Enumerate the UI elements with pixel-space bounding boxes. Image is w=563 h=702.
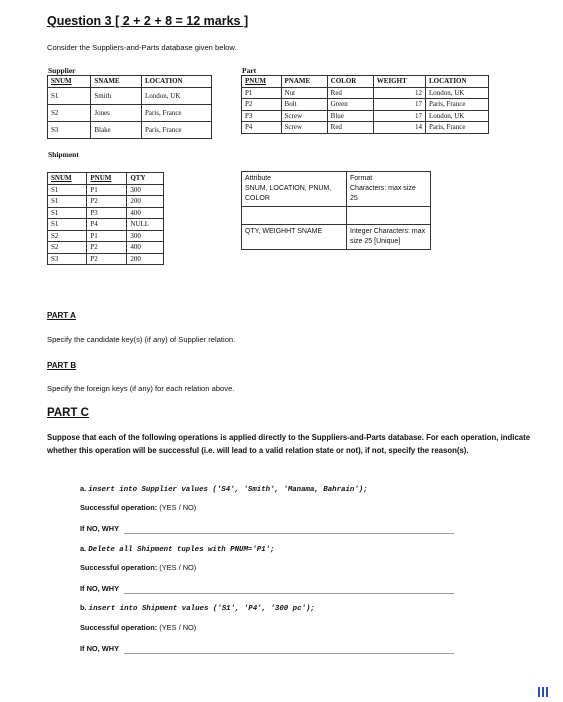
- success-label: Successful operation:: [80, 503, 158, 512]
- bar: [546, 687, 548, 697]
- cell: London, UK: [425, 87, 488, 99]
- supplier-col-sname: SNAME: [91, 76, 142, 88]
- cell: P2: [87, 196, 127, 208]
- cell: 17: [373, 110, 425, 122]
- success-line-2: [80, 563, 196, 572]
- cell: [347, 172, 431, 207]
- table-row: [48, 242, 164, 254]
- part-c-text: Suppose that each of the following operations is applied directly to the Suppliers-and-Parts database. For each operation, indicate whether this operation will be successful (i.e. will lead to a valid relation state or not), if not, specify the reason(s).: [47, 433, 531, 455]
- shipment-col-qty: QTY: [127, 173, 164, 185]
- table-row: [242, 172, 431, 207]
- success-options: (YES / NO): [159, 503, 197, 512]
- shipment-table: [47, 172, 164, 265]
- cell: London, UK: [141, 87, 211, 104]
- vertical-bars-icon[interactable]: [538, 684, 550, 702]
- cell: London, UK: [425, 110, 488, 122]
- table-row: [48, 253, 164, 265]
- cell: P3: [242, 110, 282, 122]
- cell: Paris, France: [141, 104, 211, 121]
- cell: S2: [48, 242, 87, 254]
- cell: [242, 207, 347, 225]
- format-value-2: Integer Characters: max size 25 [Unique]: [347, 225, 431, 250]
- supplier-header-row: [48, 76, 212, 88]
- cell: S2: [48, 230, 87, 242]
- supplier-col-snum: SNUM: [48, 76, 91, 88]
- answer-line[interactable]: [124, 653, 454, 654]
- cell: Screw: [281, 110, 327, 122]
- operation-statement: insert into Shipment values ('S1', 'P4', '300 pc');: [88, 605, 315, 613]
- cell: P2: [87, 242, 127, 254]
- format-header-attribute: Attribute: [245, 175, 272, 182]
- part-b-heading: PART B: [47, 361, 77, 370]
- cell: P2: [87, 253, 127, 265]
- cell: Blake: [91, 121, 142, 138]
- bar: [538, 687, 540, 697]
- table-row: [242, 110, 489, 122]
- cell: Paris, France: [141, 121, 211, 138]
- cell: 14: [373, 122, 425, 134]
- operation-2: [80, 544, 275, 554]
- operation-statement: insert into Supplier values ('S4', 'Smith', 'Manama, Bahrain');: [88, 486, 368, 494]
- cell: Paris, France: [425, 99, 488, 111]
- cell: Smith: [91, 87, 142, 104]
- cell: Red: [327, 87, 373, 99]
- table-row: [242, 122, 489, 134]
- cell: Bolt: [281, 99, 327, 111]
- cell: 12: [373, 87, 425, 99]
- part-col-location: LOCATION: [425, 76, 488, 88]
- cell: P1: [87, 184, 127, 196]
- cell: [242, 172, 347, 207]
- cell: 200: [127, 196, 164, 208]
- format-header-format: Format: [350, 175, 373, 182]
- part-col-weight: WEIGHT: [373, 76, 425, 88]
- why-label-3: If NO, WHY: [80, 644, 120, 653]
- table-row: [242, 207, 431, 225]
- operation-1: [80, 484, 368, 494]
- operation-3: [80, 603, 315, 613]
- cell: S2: [48, 104, 91, 121]
- shipment-col-pnum: PNUM: [87, 173, 127, 185]
- cell: 400: [127, 242, 164, 254]
- why-label-2: If NO, WHY: [80, 584, 120, 593]
- operation-statement: Delete all Shipment tuples with PNUM='P1';: [88, 546, 275, 554]
- cell: S1: [48, 207, 87, 219]
- success-label: Successful operation:: [80, 623, 158, 632]
- table-row: [48, 230, 164, 242]
- cell: Red: [327, 122, 373, 134]
- cell: P1: [87, 230, 127, 242]
- table-row: [242, 225, 431, 250]
- format-attr-2: QTY, WEIGHHT SNAME: [242, 225, 347, 250]
- table-row: [48, 184, 164, 196]
- cell: Jones: [91, 104, 142, 121]
- cell: Blue: [327, 110, 373, 122]
- cell: Screw: [281, 122, 327, 134]
- shipment-header-row: [48, 173, 164, 185]
- part-table: [241, 75, 489, 134]
- cell: S1: [48, 196, 87, 208]
- success-line-1: [80, 503, 196, 512]
- cell: Green: [327, 99, 373, 111]
- table-row: [242, 87, 489, 99]
- why-label-1: If NO, WHY: [80, 524, 120, 533]
- operation-marker: b.: [80, 603, 87, 612]
- answer-line[interactable]: [124, 533, 454, 534]
- cell: 17: [373, 99, 425, 111]
- cell: S3: [48, 253, 87, 265]
- cell: NULL: [127, 219, 164, 231]
- format-value-1: Characters: max size 25: [350, 185, 416, 202]
- table-row: [48, 104, 212, 121]
- supplier-table: [47, 75, 212, 139]
- cell: S1: [48, 184, 87, 196]
- cell: P3: [87, 207, 127, 219]
- part-col-pnum: PNUM: [242, 76, 282, 88]
- cell: Nut: [281, 87, 327, 99]
- answer-line[interactable]: [124, 593, 454, 594]
- supplier-col-location: LOCATION: [141, 76, 211, 88]
- part-col-pname: PNAME: [281, 76, 327, 88]
- shipment-label: Shipment: [48, 150, 79, 159]
- question-title: Question 3 [ 2 + 2 + 8 = 12 marks ]: [47, 14, 249, 28]
- cell: S1: [48, 219, 87, 231]
- cell: [347, 207, 431, 225]
- success-options: (YES / NO): [159, 563, 197, 572]
- cell: 300: [127, 230, 164, 242]
- part-a-heading: PART A: [47, 311, 76, 320]
- cell: P1: [242, 87, 282, 99]
- cell: S1: [48, 87, 91, 104]
- table-row: [48, 196, 164, 208]
- cell: P2: [242, 99, 282, 111]
- attribute-format-table: [241, 171, 431, 250]
- format-attr-1: SNUM, LOCATION, PNUM, COLOR: [245, 185, 332, 202]
- part-header-row: [242, 76, 489, 88]
- operation-marker: a.: [80, 544, 87, 553]
- part-label: Part: [242, 66, 257, 75]
- supplier-label: Supplier: [48, 66, 76, 75]
- cell: S3: [48, 121, 91, 138]
- success-label: Successful operation:: [80, 563, 158, 572]
- cell: 300: [127, 184, 164, 196]
- intro-text: Consider the Suppliers-and-Parts database given below.: [47, 43, 237, 52]
- table-row: [48, 207, 164, 219]
- cell: P4: [87, 219, 127, 231]
- table-row: [48, 219, 164, 231]
- success-line-3: [80, 623, 196, 632]
- cell: P4: [242, 122, 282, 134]
- part-c-heading: PART C: [47, 407, 89, 419]
- part-a-text: Specify the candidate key(s) (if any) of Supplier relation.: [47, 335, 236, 344]
- cell: 400: [127, 207, 164, 219]
- cell: Paris, France: [425, 122, 488, 134]
- part-b-text: Specify the foreign keys (if any) for each relation above.: [47, 384, 235, 393]
- operation-marker: a.: [80, 484, 87, 493]
- bar: [542, 687, 544, 697]
- success-options: (YES / NO): [159, 623, 197, 632]
- part-col-color: COLOR: [327, 76, 373, 88]
- table-row: [48, 121, 212, 138]
- cell: 200: [127, 253, 164, 265]
- table-row: [48, 87, 212, 104]
- table-row: [242, 99, 489, 111]
- shipment-col-snum: SNUM: [48, 173, 87, 185]
